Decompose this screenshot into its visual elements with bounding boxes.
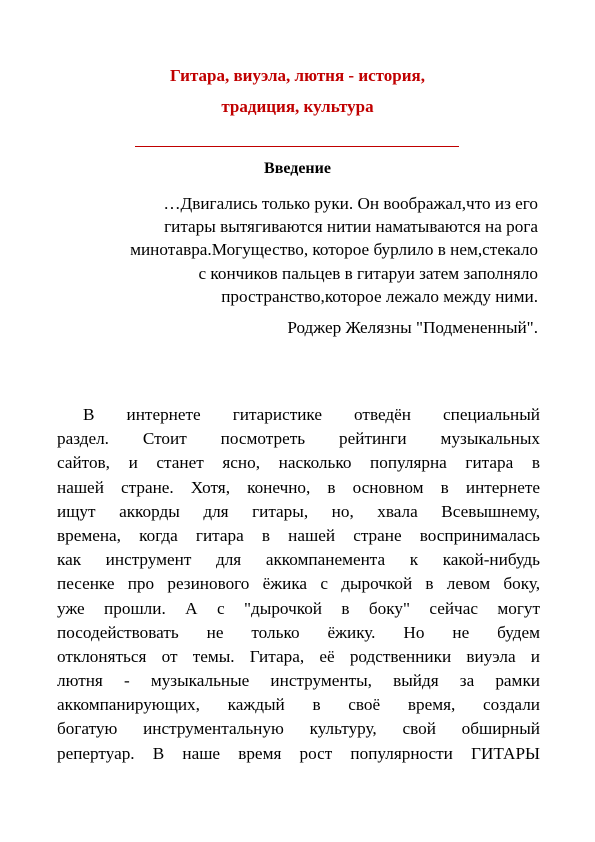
paragraph-line: раздел. Стоит посмотреть рейтинги музыкальных <box>57 429 540 449</box>
paragraph-line: времена, когда гитара в нашей стране воспринималась <box>57 525 540 545</box>
paragraph-line: отклоняться от темы. Гитара, её родственники виуэла и <box>57 646 540 666</box>
paragraph-line: как инструмент для аккомпанемента к какой-нибудь <box>57 550 540 570</box>
paragraph-line: посодействовать не только ёжику. Но не будем <box>57 622 540 642</box>
paragraph-line: сайтов, и станет ясно, насколько популярна гитара в <box>57 453 540 473</box>
epigraph-line: гитары вытягиваются нитии наматываются на рога <box>164 217 538 237</box>
document-title-line-2: традиция, культура <box>221 97 374 116</box>
body-paragraph <box>57 403 540 766</box>
epigraph-attribution: Роджер Желязны "Подмененный". <box>287 318 538 337</box>
paragraph-line: песенке про резинового ёжика с дырочкой в левом боку, <box>57 574 540 594</box>
paragraph-line: уже прошли. А с "дырочкой в боку" сейчас могут <box>57 598 540 618</box>
paragraph-line: В интернете гитаристике отведён специальный <box>83 405 540 424</box>
epigraph-line: пространство,которое лежало между ними. <box>221 286 538 306</box>
title-divider <box>135 146 459 147</box>
paragraph-line: аккомпанирующих, каждый в своё время, создали <box>57 695 540 715</box>
paragraph-line: ищут аккорды для гитары, но, хвала Всевышнему, <box>57 501 540 521</box>
epigraph-line: минотавра.Могущество, которое бурлило в нем,стекало <box>130 240 538 260</box>
epigraph-line: с кончиков пальцев в гитаруи затем заполняло <box>198 263 538 283</box>
document-title-line-1: Гитара, виуэла, лютня - история, <box>170 66 425 85</box>
section-heading: Введение <box>264 160 331 177</box>
epigraph <box>68 192 538 308</box>
paragraph-line: репертуар. В наше время рост популярности ГИТАРЫ <box>57 743 540 763</box>
paragraph-line: богатую инструментальную культуру, свой обширный <box>57 719 540 739</box>
paragraph-line: нашей стране. Хотя, конечно, в основном в интернете <box>57 477 540 497</box>
epigraph-line: …Двигались только руки. Он воображал,что из его <box>163 194 538 213</box>
paragraph-line: лютня - музыкальные инструменты, выйдя за рамки <box>57 671 540 691</box>
